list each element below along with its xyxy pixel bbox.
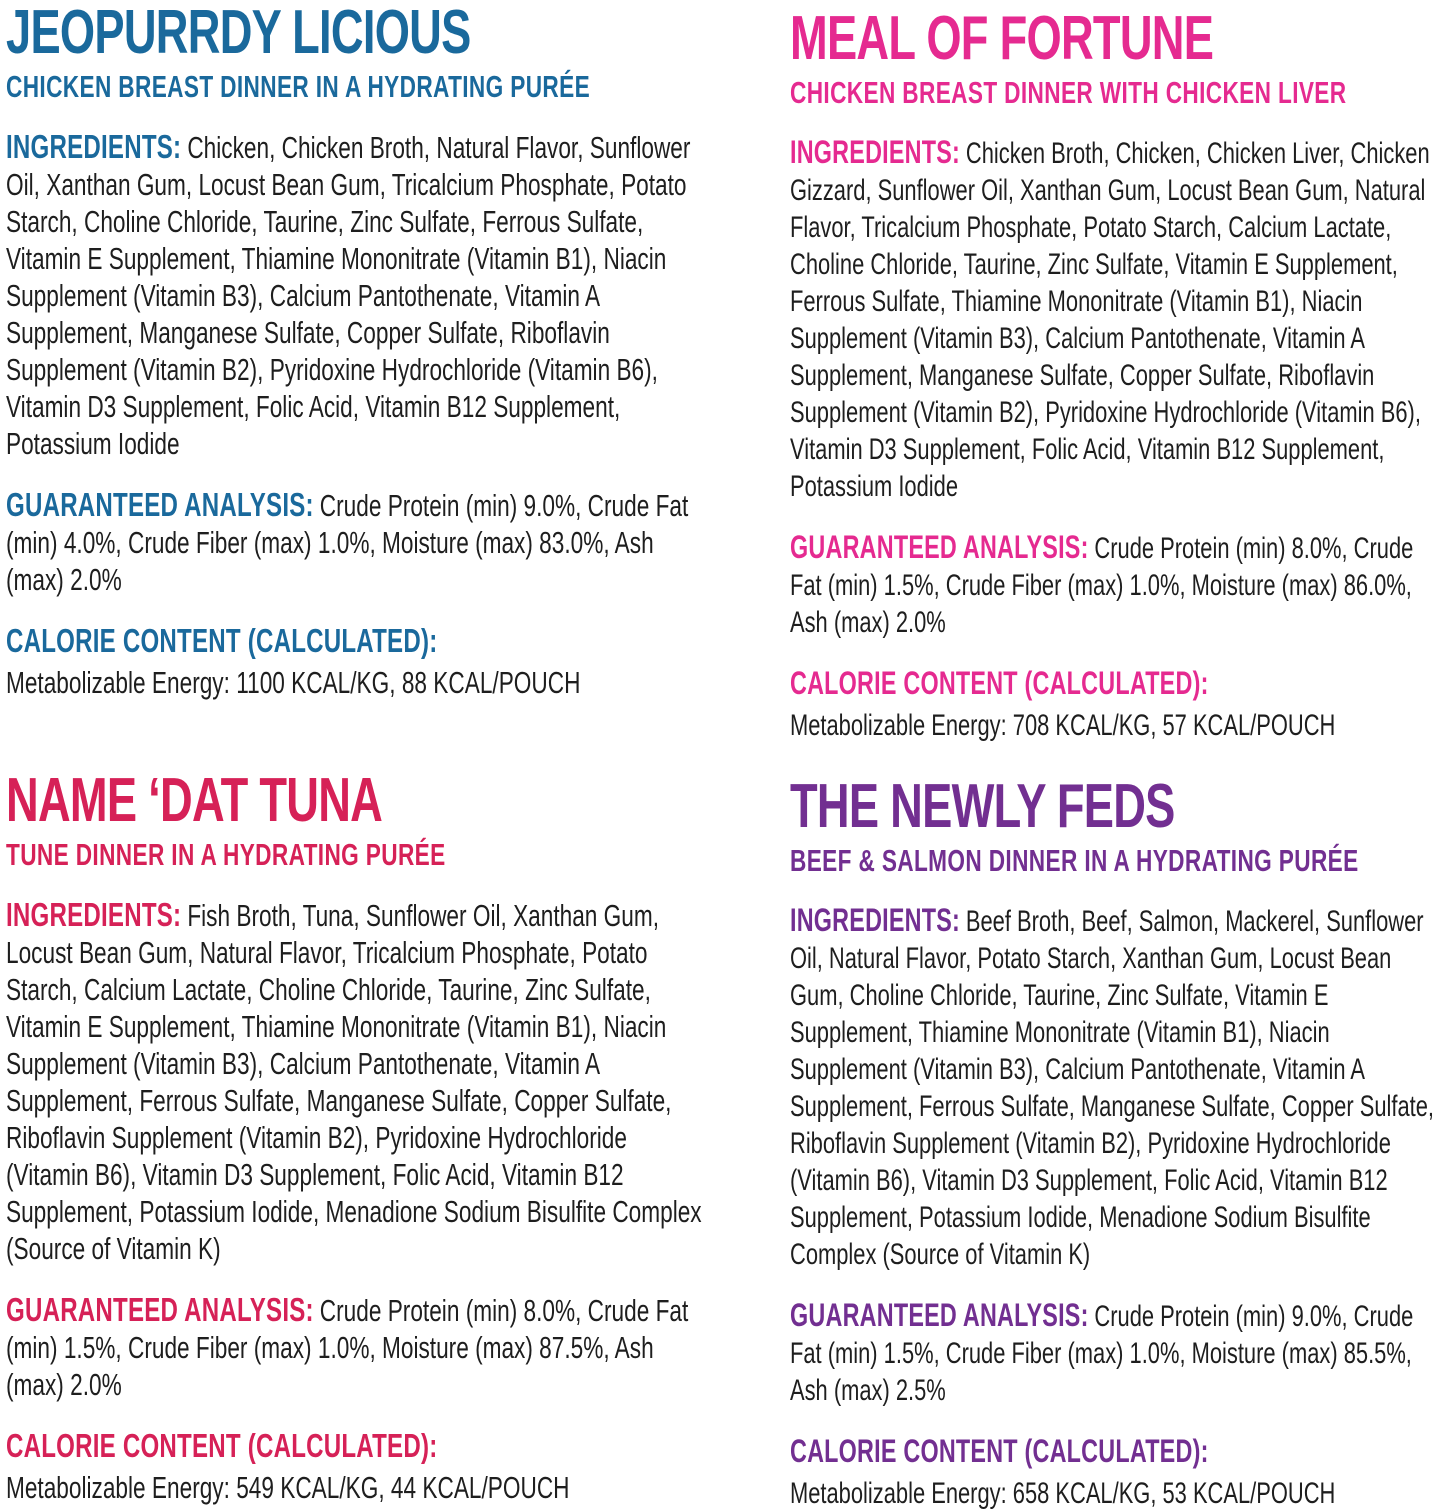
calorie-content-value: Metabolizable Energy: 708 KCAL/KG, 57 KCAL/POUCH	[790, 708, 1336, 742]
guaranteed-analysis-text: Crude Protein (min) 8.0%, Crude Fat (min) 1.5%, Crude Fiber (max) 1.0%, Moisture (max) 86.0%, Ash (max) 2.0%	[790, 531, 1414, 639]
calorie-content-label: CALORIE CONTENT (CALCULATED):	[790, 664, 1209, 701]
guaranteed-analysis-paragraph	[6, 1291, 706, 1403]
ingredients-label: INGREDIENTS:	[790, 901, 961, 938]
calorie-content-paragraph	[6, 622, 706, 659]
guaranteed-analysis-paragraph	[790, 1297, 1451, 1409]
ingredients-paragraph	[6, 896, 706, 1267]
calorie-content-label: CALORIE CONTENT (CALCULATED):	[790, 1432, 1209, 1469]
calorie-content-paragraph	[790, 665, 1451, 702]
guaranteed-analysis-text: Crude Protein (min) 9.0%, Crude Fat (min) 1.5%, Crude Fiber (max) 1.0%, Moisture (max) 85.5%, Ash (max) 2.5%	[790, 1299, 1414, 1407]
product-subtitle: CHICKEN BREAST DINNER IN A HYDRATING PURÉE	[6, 69, 591, 104]
calorie-content-paragraph	[6, 1427, 706, 1464]
calorie-content-paragraph	[790, 1433, 1451, 1470]
calorie-content-value: Metabolizable Energy: 658 KCAL/KG, 53 KCAL/POUCH	[790, 1476, 1336, 1510]
product-panel-the-newly-feds	[790, 772, 1451, 1512]
guaranteed-analysis-label: GUARANTEED ANALYSIS:	[6, 1290, 314, 1328]
product-subtitle: CHICKEN BREAST DINNER WITH CHICKEN LIVER	[790, 75, 1347, 110]
guaranteed-analysis-label: GUARANTEED ANALYSIS:	[790, 1296, 1089, 1333]
product-panel-jeopurrdy-licious	[6, 2, 706, 701]
guaranteed-analysis-text: Crude Protein (min) 9.0%, Crude Fat (min) 4.0%, Crude Fiber (max) 1.0%, Moisture (max) 83.0%, Ash (max) 2.0%	[6, 487, 689, 597]
product-subtitle: TUNE DINNER IN A HYDRATING PURÉE	[6, 837, 446, 872]
ingredients-paragraph	[790, 134, 1451, 505]
ingredients-text: Chicken, Chicken Broth, Natural Flavor, Sunflower Oil, Xanthan Gum, Locust Bean Gum, Tricalcium Phosphate, Potato Starch, Choline Chloride, Taurine, Zinc Sulfate, Ferrous Sulfate, Vitamin E Supplement, Thiamine Mononitrate (Vitamin B1), Niacin Supplement (Vitamin B3), Calcium Pantothenate, Vitamin A Supplement, Manganese Sulfate, Copper Sulfate, Riboflavin Supplement (Vitamin B2), Pyridoxine Hydrochloride (Vitamin B6), Vitamin D3 Supplement, Folic Acid, Vitamin B12 Supplement, Potassium Iodide	[6, 129, 691, 461]
product-title: JEOPURRDY LICIOUS	[6, 0, 471, 67]
product-title: NAME ‘DAT TUNA	[6, 766, 383, 835]
calorie-content-label: CALORIE CONTENT (CALCULATED):	[6, 1426, 438, 1464]
ingredients-paragraph	[6, 128, 706, 462]
guaranteed-analysis-label: GUARANTEED ANALYSIS:	[790, 528, 1089, 565]
product-title: MEAL OF FORTUNE	[790, 4, 1214, 73]
ingredients-label: INGREDIENTS:	[6, 895, 182, 933]
calorie-content-value: Metabolizable Energy: 549 KCAL/KG, 44 KCAL/POUCH	[6, 1469, 570, 1505]
guaranteed-analysis-paragraph	[6, 486, 706, 598]
ingredients-label: INGREDIENTS:	[6, 127, 182, 165]
guaranteed-analysis-label: GUARANTEED ANALYSIS:	[6, 485, 314, 523]
product-subtitle: BEEF & SALMON DINNER IN A HYDRATING PURÉE	[790, 843, 1359, 878]
product-title: THE NEWLY FEDS	[790, 772, 1175, 841]
ingredients-text: Chicken Broth, Chicken, Chicken Liver, Chicken Gizzard, Sunflower Oil, Xanthan Gum, Locust Bean Gum, Natural Flavor, Tricalcium Phosphate, Potato Starch, Calcium Lactate, Choline Chloride, Taurine, Zinc Sulfate, Vitamin E Supplement, Ferrous Sulfate, Thiamine Mononitrate (Vitamin B1), Niacin Supplement (Vitamin B3), Calcium Pantothenate, Vitamin A Supplement, Manganese Sulfate, Copper Sulfate, Riboflavin Supplement (Vitamin B2), Pyridoxine Hydrochloride (Vitamin B6), Vitamin D3 Supplement, Folic Acid, Vitamin B12 Supplement, Potassium Iodide	[790, 136, 1430, 503]
ingredients-text: Fish Broth, Tuna, Sunflower Oil, Xanthan Gum, Locust Bean Gum, Natural Flavor, Tricalcium Phosphate, Potato Starch, Calcium Lactate, Choline Chloride, Taurine, Zinc Sulfate, Vitamin E Supplement, Thiamine Mononitrate (Vitamin B1), Niacin Supplement (Vitamin B3), Calcium Pantothenate, Vitamin A Supplement, Ferrous Sulfate, Manganese Sulfate, Copper Sulfate, Riboflavin Supplement (Vitamin B2), Pyridoxine Hydrochloride (Vitamin B6), Vitamin D3 Supplement, Folic Acid, Vitamin B12 Supplement, Potassium Iodide, Menadione Sodium Bisulfite Complex (Source of Vitamin K)	[6, 897, 702, 1266]
calorie-content-value: Metabolizable Energy: 1100 KCAL/KG, 88 KCAL/POUCH	[6, 664, 581, 700]
ingredients-label: INGREDIENTS:	[790, 133, 961, 170]
calorie-content-label: CALORIE CONTENT (CALCULATED):	[6, 621, 438, 659]
guaranteed-analysis-text: Crude Protein (min) 8.0%, Crude Fat (min) 1.5%, Crude Fiber (max) 1.0%, Moisture (max) 87.5%, Ash (max) 2.0%	[6, 1292, 689, 1402]
product-panel-meal-of-fortune	[790, 4, 1451, 744]
guaranteed-analysis-paragraph	[790, 529, 1451, 641]
ingredients-text: Beef Broth, Beef, Salmon, Mackerel, Sunflower Oil, Natural Flavor, Potato Starch, Xanthan Gum, Locust Bean Gum, Choline Chloride, Taurine, Zinc Sulfate, Vitamin E Supplement, Thiamine Mononitrate (Vitamin B1), Niacin Supplement (Vitamin B3), Calcium Pantothenate, Vitamin A Supplement, Ferrous Sulfate, Manganese Sulfate, Copper Sulfate, Riboflavin Supplement (Vitamin B2), Pyridoxine Hydrochloride (Vitamin B6), Vitamin D3 Supplement, Folic Acid, Vitamin B12 Supplement, Potassium Iodide, Menadione Sodium Bisulfite Complex (Source of Vitamin K)	[790, 904, 1434, 1271]
ingredients-paragraph	[790, 902, 1451, 1273]
product-panel-name-dat-tuna	[6, 766, 706, 1506]
